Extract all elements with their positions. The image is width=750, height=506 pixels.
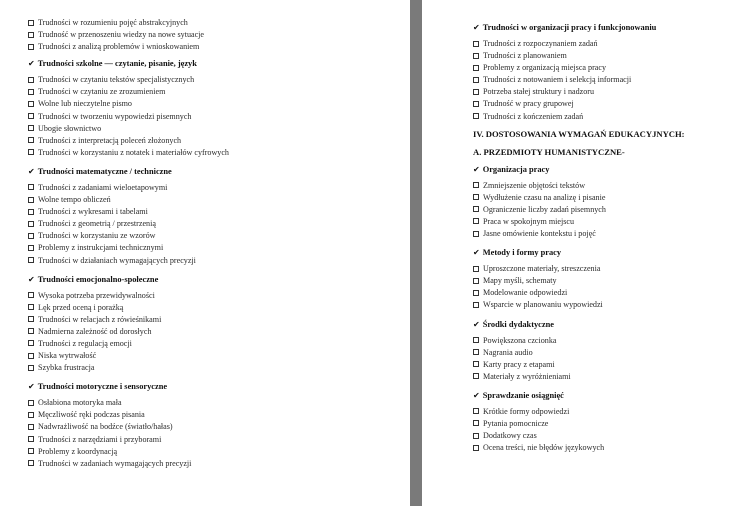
checklist-item[interactable] <box>28 242 398 254</box>
checklist-item-label: Mapy myśli, schematy <box>483 276 557 286</box>
checkbox-icon[interactable] <box>28 197 34 203</box>
checklist-item[interactable] <box>28 41 398 53</box>
checklist-item-label: Karty pracy z etapami <box>483 359 555 369</box>
checklist-item[interactable] <box>28 17 398 29</box>
right-groups <box>473 164 743 457</box>
checkmark-icon: ✔ <box>473 164 480 174</box>
checklist-item-label: Nagrania audio <box>483 347 533 357</box>
checkbox-icon[interactable] <box>473 65 479 71</box>
checklist-item-label: Trudności z planowaniem <box>483 51 567 61</box>
checklist-group <box>28 274 398 377</box>
checklist-item[interactable] <box>473 204 743 216</box>
group-heading <box>473 247 743 259</box>
checklist-group <box>28 58 398 161</box>
checkbox-icon[interactable] <box>473 361 479 367</box>
checklist-item[interactable] <box>473 98 743 110</box>
checkmark-icon: ✔ <box>473 248 480 258</box>
checkbox-icon[interactable] <box>28 292 34 298</box>
checklist-item[interactable] <box>473 406 743 418</box>
checklist-item[interactable] <box>473 371 743 383</box>
checklist-item[interactable] <box>28 362 398 374</box>
group-heading <box>473 319 743 331</box>
checklist-item[interactable] <box>28 135 398 147</box>
group-heading <box>28 58 398 70</box>
checklist-item[interactable] <box>28 86 398 98</box>
checkbox-icon[interactable] <box>28 32 34 38</box>
checklist-item-label: Trudności z analizą problemów i wnioskowaniem <box>38 42 200 52</box>
checklist-item[interactable] <box>28 326 398 338</box>
checklist-item-label: Problemy z koordynacją <box>38 446 118 456</box>
checklist-item-label: Pytania pomocnicze <box>483 418 549 428</box>
checkbox-icon[interactable] <box>28 316 34 322</box>
checkbox-icon[interactable] <box>28 448 34 454</box>
checklist-item[interactable] <box>28 290 398 302</box>
checkbox-icon[interactable] <box>473 349 479 355</box>
checkbox-icon[interactable] <box>473 290 479 296</box>
checkbox-icon[interactable] <box>28 113 34 119</box>
checkmark-icon: ✔ <box>473 390 480 400</box>
checklist-item[interactable] <box>473 263 743 275</box>
checkbox-icon[interactable] <box>28 20 34 26</box>
checklist-item-label: Wysoka potrzeba przewidywalności <box>38 290 155 300</box>
group-heading <box>28 166 398 178</box>
checklist-item[interactable] <box>28 397 398 409</box>
checklist-item-label: Osłabiona motoryka mała <box>38 398 122 408</box>
checkmark-icon: ✔ <box>473 319 480 329</box>
checklist-item[interactable] <box>473 418 743 430</box>
checklist-item-label: Trudności w korzystaniu ze wzorów <box>38 231 156 241</box>
checkbox-icon[interactable] <box>473 302 479 308</box>
checklist-item-label: Trudności z geometrią / przestrzenią <box>38 219 156 229</box>
checkbox-icon[interactable] <box>28 257 34 263</box>
checklist-item-label: Trudności z wykresami i tabelami <box>38 207 148 217</box>
document-page-right <box>422 0 750 506</box>
checklist-group <box>473 164 743 242</box>
group-heading-text: Trudności emocjonalno-społeczne <box>37 274 159 284</box>
checklist-group <box>473 247 743 313</box>
checklist-item[interactable] <box>28 74 398 86</box>
checklist-item[interactable] <box>28 434 398 446</box>
checklist-item-label: Problemy z organizacją miejsca pracy <box>483 63 607 73</box>
checklist-item-label: Jasne omówienie kontekstu i pojęć <box>483 229 596 239</box>
checklist-item-label: Trudności w tworzeniu wypowiedzi pisemnych <box>38 111 192 121</box>
checkbox-icon[interactable] <box>473 266 479 272</box>
checklist-item[interactable] <box>473 192 743 204</box>
checkbox-icon[interactable] <box>473 433 479 439</box>
checklist-item[interactable] <box>28 458 398 470</box>
checklist-item-label: Ocena treści, nie błędów językowych <box>483 443 605 453</box>
right-page-content <box>473 17 743 456</box>
checklist-item-label: Ograniczenie liczby zadań pisemnych <box>483 204 606 214</box>
checklist-item[interactable] <box>473 62 743 74</box>
group-heading <box>473 22 743 34</box>
checklist-item[interactable] <box>28 29 398 41</box>
checklist-item[interactable] <box>473 216 743 228</box>
checkbox-icon[interactable] <box>28 412 34 418</box>
checkbox-icon[interactable] <box>473 77 479 83</box>
checklist-item-label: Trudność w pracy grupowej <box>483 99 574 109</box>
checkbox-icon[interactable] <box>28 233 34 239</box>
checklist-item-label: Krótkie formy odpowiedzi <box>483 406 570 416</box>
checklist-group <box>473 22 743 125</box>
checkbox-icon[interactable] <box>28 340 34 346</box>
checklist-item[interactable] <box>28 194 398 206</box>
checklist-item-label: Wsparcie w planowaniu wypowiedzi <box>483 300 603 310</box>
checklist-item[interactable] <box>28 338 398 350</box>
checklist-item[interactable] <box>473 38 743 50</box>
checklist-item[interactable] <box>473 335 743 347</box>
checklist-item-label: Trudności w rozumieniu pojęć abstrakcyjnych <box>38 18 188 27</box>
checkbox-icon[interactable] <box>28 77 34 83</box>
checkbox-icon[interactable] <box>473 89 479 95</box>
checklist-item[interactable] <box>473 228 743 240</box>
checklist-item[interactable] <box>28 206 398 218</box>
checkbox-icon[interactable] <box>473 206 479 212</box>
checkbox-icon[interactable] <box>473 194 479 200</box>
checklist-item-label: Potrzeba stałej struktury i nadzoru <box>483 87 595 97</box>
checklist-item-label: Trudności z rozpoczynaniem zadań <box>483 39 598 48</box>
checklist-item-label: Trudności z kończeniem zadań <box>483 111 584 121</box>
checklist-item-label: Modelowanie odpowiedzi <box>483 288 568 298</box>
checkbox-icon[interactable] <box>28 137 34 143</box>
checklist-item-label: Praca w spokojnym miejscu <box>483 216 575 226</box>
checklist-item[interactable] <box>28 255 398 267</box>
checkbox-icon[interactable] <box>473 445 479 451</box>
checkbox-icon[interactable] <box>28 221 34 227</box>
checklist-item[interactable] <box>28 409 398 421</box>
checklist-item-label: Wydłużenie czasu na analizę i pisanie <box>483 192 606 202</box>
checklist-item[interactable] <box>473 275 743 287</box>
group-heading <box>28 274 398 286</box>
checkbox-icon[interactable] <box>473 420 479 426</box>
checklist-item[interactable] <box>28 123 398 135</box>
checkbox-icon[interactable] <box>473 337 479 343</box>
checklist-group <box>473 319 743 385</box>
checkmark-icon: ✔ <box>28 274 35 284</box>
checkbox-icon[interactable] <box>473 182 479 188</box>
checklist-item-label: Trudności z zadaniami wieloetapowymi <box>38 182 168 192</box>
checklist-item[interactable] <box>28 182 398 194</box>
group-heading-text: Środki dydaktyczne <box>482 319 554 329</box>
checkbox-icon[interactable] <box>28 353 34 359</box>
checklist-item[interactable] <box>28 314 398 326</box>
checklist-item-label: Nadmierna zależność od dorosłych <box>38 326 152 336</box>
checkmark-icon: ✔ <box>28 59 35 69</box>
checklist-item[interactable] <box>473 299 743 311</box>
checkbox-icon[interactable] <box>473 278 479 284</box>
checklist-group <box>473 390 743 456</box>
checklist-item[interactable] <box>28 350 398 362</box>
checklist-item[interactable] <box>28 111 398 123</box>
checklist-item[interactable] <box>473 180 743 192</box>
checkbox-icon[interactable] <box>473 53 479 59</box>
checklist-item-label: Trudności z regulacją emocji <box>38 338 132 348</box>
checkbox-icon[interactable] <box>28 89 34 95</box>
checklist-item[interactable] <box>28 421 398 433</box>
checklist-item-label: Niska wytrwałość <box>38 351 97 361</box>
checklist-item[interactable] <box>473 347 743 359</box>
checklist-item-label: Trudności z narzędziami i przyborami <box>38 434 162 444</box>
group-heading-text: Trudności szkolne — czytanie, pisanie, język <box>37 59 197 69</box>
checklist-item[interactable] <box>28 302 398 314</box>
checklist-item[interactable] <box>28 147 398 159</box>
checklist-item-label: Trudności z interpretacją poleceń złożonych <box>38 135 182 145</box>
checklist-item[interactable] <box>473 287 743 299</box>
checklist-item-label: Trudności w czytaniu tekstów specjalistycznych <box>38 75 195 85</box>
checkmark-icon: ✔ <box>28 382 35 392</box>
left-page-content <box>28 17 398 472</box>
checklist-item-label: Ubogie słownictwo <box>38 123 102 133</box>
checklist-item-label: Wolne lub nieczytelne pismo <box>38 99 132 109</box>
checkbox-icon[interactable] <box>28 101 34 107</box>
checkbox-icon[interactable] <box>28 304 34 310</box>
checklist-item[interactable] <box>473 74 743 86</box>
checkbox-icon[interactable] <box>28 184 34 190</box>
checklist-group <box>28 166 398 269</box>
checkbox-icon[interactable] <box>473 231 479 237</box>
group-heading <box>473 390 743 402</box>
checklist-item-label: Trudność w przenoszeniu wiedzy na nowe sytuacje <box>38 30 205 40</box>
checklist-group <box>28 381 398 472</box>
checklist-item-label: Trudności w czytaniu ze zrozumieniem <box>38 87 166 97</box>
checklist-item[interactable] <box>28 446 398 458</box>
checklist-item-label: Trudności z notowaniem i selekcją informacji <box>483 75 632 85</box>
checkmark-icon: ✔ <box>28 166 35 176</box>
checkbox-icon[interactable] <box>28 44 34 50</box>
checkbox-icon[interactable] <box>28 436 34 442</box>
checklist-item-label: Materiały z wyróżnieniami <box>483 371 571 381</box>
checklist-item[interactable] <box>473 442 743 454</box>
checklist-item[interactable] <box>28 230 398 242</box>
checklist-item[interactable] <box>473 430 743 442</box>
checklist-item-label: Trudności w korzystaniu z notatek i materiałów cyfrowych <box>38 147 229 157</box>
checkbox-icon[interactable] <box>28 365 34 371</box>
checkbox-icon[interactable] <box>473 101 479 107</box>
checklist-item-label: Lęk przed oceną i porażką <box>38 302 124 312</box>
checkmark-icon: ✔ <box>473 23 480 32</box>
checklist-item-label: Nadwrażliwość na bodźce (światło/hałas) <box>38 422 173 432</box>
checkbox-icon[interactable] <box>473 113 479 119</box>
checkbox-icon[interactable] <box>28 400 34 406</box>
checklist-item-label: Problemy z instrukcjami technicznymi <box>38 243 164 253</box>
checklist-item-label: Męczliwość ręki podczas pisania <box>38 410 145 420</box>
checkbox-icon[interactable] <box>473 41 479 47</box>
checklist-item-label: Trudności w działaniach wymagających precyzji <box>38 255 196 265</box>
checklist-item-label: Trudności w relacjach z rówieśnikami <box>38 314 162 324</box>
section-title: IV. DOSTOSOWANIA WYMAGAŃ EDUKACYJNYCH: <box>473 128 685 139</box>
checklist-item-label: Szybka frustracja <box>38 363 95 373</box>
checkbox-icon[interactable] <box>28 460 34 466</box>
checklist-item[interactable] <box>28 218 398 230</box>
checklist-item-label: Trudności w zadaniach wymagających precyzji <box>38 458 192 468</box>
group-heading-text: Trudności motoryczne i sensoryczne <box>37 382 168 392</box>
checkbox-icon[interactable] <box>28 328 34 334</box>
checkbox-icon[interactable] <box>473 373 479 379</box>
group-heading-text: Metody i formy pracy <box>482 248 562 258</box>
checkbox-icon[interactable] <box>473 218 479 224</box>
checklist-item-label: Zmniejszenie objętości tekstów <box>483 180 586 190</box>
checklist-item-label: Wolne tempo obliczeń <box>38 195 111 205</box>
group-heading <box>28 381 398 393</box>
right-top-group <box>473 22 743 125</box>
checkbox-icon[interactable] <box>28 209 34 215</box>
page-divider <box>410 0 422 506</box>
checklist-item-label: Dodatkowy czas <box>483 431 537 441</box>
group-heading-text: Organizacja pracy <box>482 164 550 174</box>
checkbox-icon[interactable] <box>473 408 479 414</box>
group-heading <box>473 164 743 176</box>
checklist-item[interactable] <box>28 98 398 110</box>
checkbox-icon[interactable] <box>28 125 34 131</box>
checklist-item-label: Powiększona czcionka <box>483 335 557 345</box>
checklist-item[interactable] <box>473 86 743 98</box>
checklist-item[interactable] <box>473 111 743 123</box>
subsection-title: A. PRZEDMIOTY HUMANISTYCZNE- <box>473 146 625 157</box>
checkbox-icon[interactable] <box>28 424 34 430</box>
group-heading-text: Trudności w organizacji pracy i funkcjonowaniu <box>482 23 657 32</box>
checklist-item[interactable] <box>473 359 743 371</box>
checkbox-icon[interactable] <box>28 149 34 155</box>
checklist-item-label: Uproszczone materiały, streszczenia <box>483 264 601 274</box>
checklist-item[interactable] <box>473 50 743 62</box>
group-heading-text: Sprawdzanie osiągnięć <box>482 390 564 400</box>
group-heading-text: Trudności matematyczne / techniczne <box>37 166 172 176</box>
checkbox-icon[interactable] <box>28 245 34 251</box>
